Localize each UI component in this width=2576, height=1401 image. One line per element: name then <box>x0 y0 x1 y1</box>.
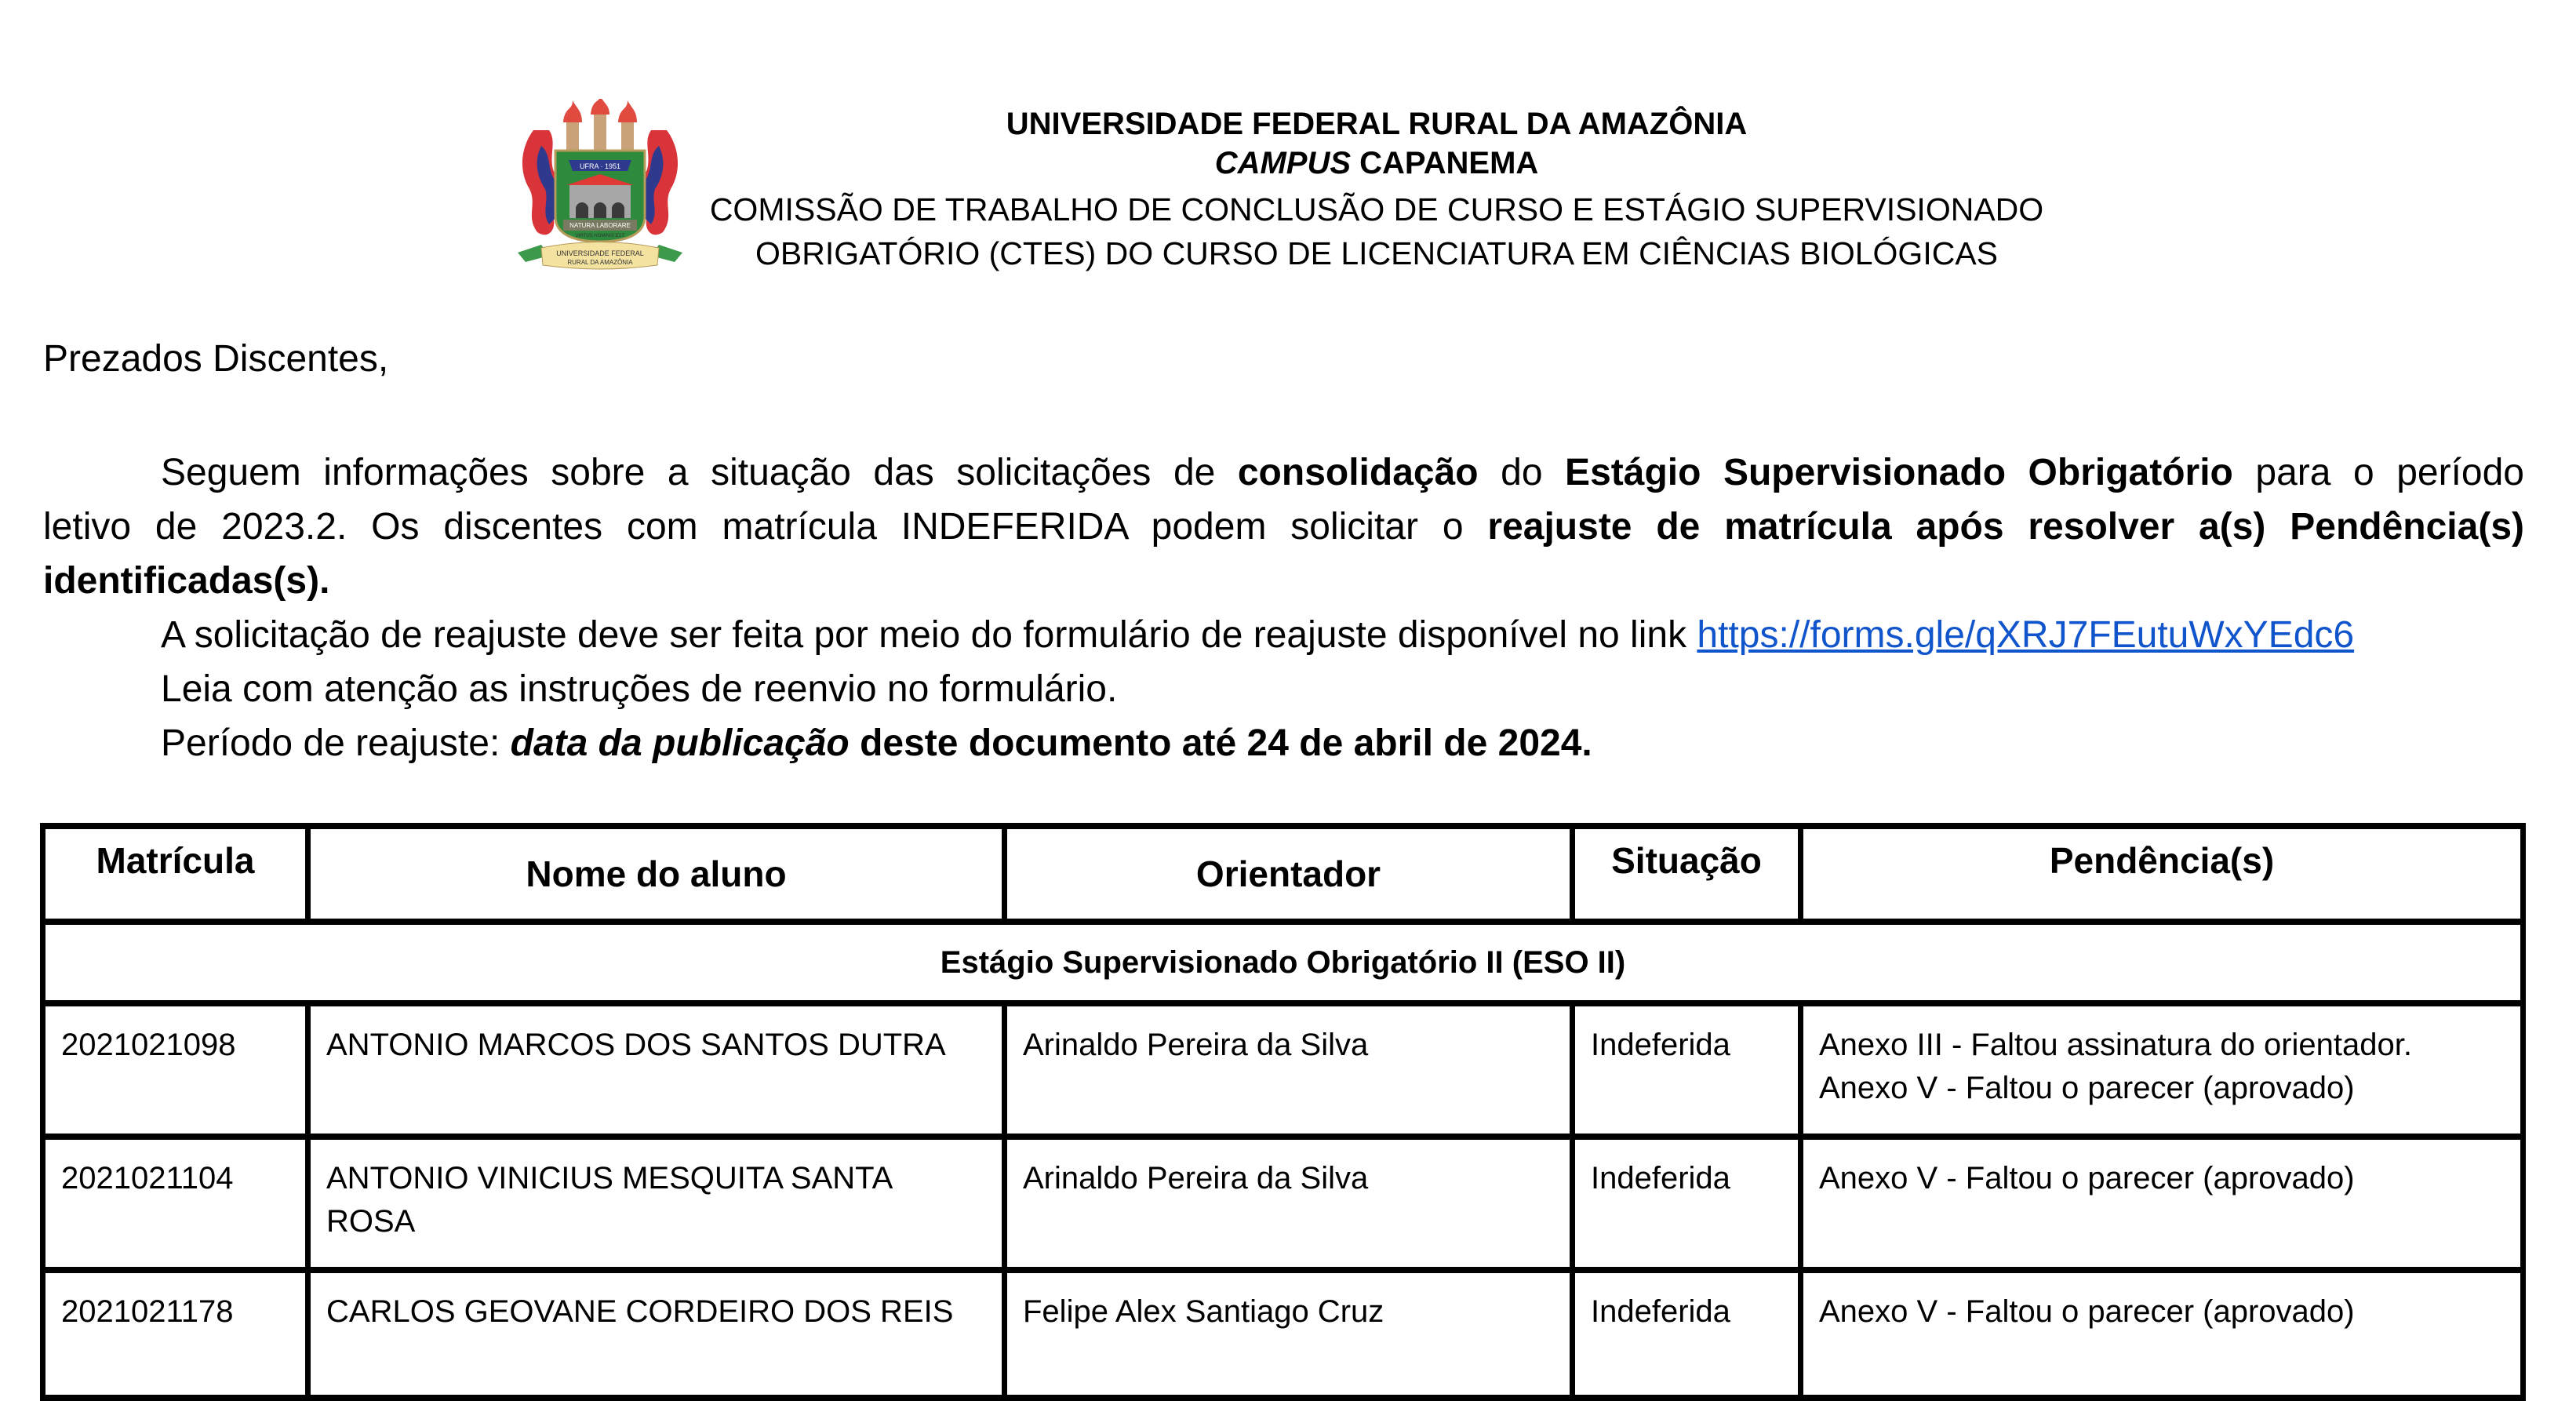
commission-line-1: COMISSÃO DE TRABALHO DE CONCLUSÃO DE CURSO E ESTÁGIO SUPERVISIONADO <box>709 191 2044 227</box>
text: A solicitação de reajuste deve ser feita por meio do formulário de reajuste disponível no link <box>161 614 1697 656</box>
cell-situacao: Indeferida <box>1573 1270 1801 1398</box>
text: letivo de 2023.2. Os discentes com matrícula INDEFERIDA podem solicitar o <box>43 506 1488 548</box>
pendencia-item: Anexo III - Faltou assinatura do orientador. <box>1819 1028 2412 1062</box>
column-header-matricula: Matrícula <box>43 826 308 922</box>
pendencia-item: Anexo V - Faltou o parecer (aprovado) <box>1819 1161 2355 1195</box>
text: Seguem informações sobre a situação das solicitações de <box>161 452 1238 493</box>
intro-line-1 <box>43 446 2524 500</box>
cell-situacao: Indeferida <box>1573 1137 1801 1270</box>
campus-prefix: CAMPUS <box>1214 146 1352 180</box>
form-link[interactable]: https://forms.gle/qXRJ7FEutuWxYEdc6 <box>1697 614 2355 656</box>
university-logo <box>518 99 682 273</box>
svg-text:NATURA LABORARE: NATURA LABORARE <box>569 222 631 229</box>
column-header-situacao: Situação <box>1573 826 1801 922</box>
cell-nome: CARLOS GEOVANE CORDEIRO DOS REIS <box>308 1270 1005 1398</box>
campus-name <box>675 144 2079 182</box>
column-header-pendencias: Pendência(s) <box>1801 826 2523 922</box>
svg-text:RURAL DA AMAZÔNIA: RURAL DA AMAZÔNIA <box>567 259 633 266</box>
cell-pendencias <box>1801 1137 2523 1270</box>
column-header-orientador: Orientador <box>1005 826 1573 922</box>
table-row <box>43 1270 2523 1398</box>
cell-matricula: 2021021098 <box>43 1003 308 1137</box>
column-header-nome: Nome do aluno <box>308 826 1005 922</box>
cell-situacao: Indeferida <box>1573 1003 1801 1137</box>
section-row <box>43 922 2523 1003</box>
cell-pendencias <box>1801 1003 2523 1137</box>
svg-text:UFRA · 1951: UFRA · 1951 <box>579 162 621 170</box>
greeting: Prezados Discentes, <box>43 338 389 380</box>
request-line <box>43 608 2524 662</box>
intro-paragraph <box>43 446 2524 770</box>
text-bold: deste documento até 24 de abril de 2024. <box>849 722 1592 764</box>
cell-nome: ANTONIO VINICIUS MESQUITA SANTA ROSA <box>308 1137 1005 1270</box>
cell-nome: ANTONIO MARCOS DOS SANTOS DUTRA <box>308 1003 1005 1137</box>
text-bold: consolidação <box>1237 452 1479 493</box>
commission-line-2: OBRIGATÓRIO (CTES) DO CURSO DE LICENCIATURA EM CIÊNCIAS BIOLÓGICAS <box>755 235 1999 271</box>
cell-matricula: 2021021104 <box>43 1137 308 1270</box>
cell-matricula: 2021021178 <box>43 1270 308 1398</box>
table-header-row <box>43 826 2523 922</box>
cell-orientador: Felipe Alex Santiago Cruz <box>1005 1270 1573 1398</box>
period-line <box>43 716 2524 770</box>
text-bold: Estágio Supervisionado Obrigatório <box>1565 452 2233 493</box>
text: do <box>1478 452 1566 493</box>
status-table <box>40 823 2526 1401</box>
university-name: UNIVERSIDADE FEDERAL RURAL DA AMAZÔNIA <box>1006 107 1748 141</box>
cell-pendencias <box>1801 1270 2523 1398</box>
text: Período de reajuste: <box>161 722 511 764</box>
pendencia-item: Anexo V - Faltou o parecer (aprovado) <box>1819 1294 2355 1329</box>
campus-label: CAPANEMA <box>1351 146 1539 180</box>
coat-of-arms-icon <box>518 99 682 273</box>
pendencia-item: Anexo V - Faltou o parecer (aprovado) <box>1819 1071 2355 1105</box>
text: para o período <box>2232 452 2524 493</box>
table-row <box>43 1003 2523 1137</box>
svg-text:VIRTUS HOMINIS EST: VIRTUS HOMINIS EST <box>575 234 625 238</box>
cell-orientador: Arinaldo Pereira da Silva <box>1005 1137 1573 1270</box>
intro-line-3 <box>43 554 2524 608</box>
text-bold-italic: data da publicação <box>510 722 850 764</box>
instructions-line: Leia com atenção as instruções de reenvio no formulário. <box>161 668 1118 710</box>
svg-text:UNIVERSIDADE FEDERAL: UNIVERSIDADE FEDERAL <box>556 249 644 257</box>
text-bold: reajuste de matrícula após resolver a(s) Pendência(s) <box>1487 506 2525 548</box>
table-row <box>43 1137 2523 1270</box>
section-title: Estágio Supervisionado Obrigatório II (ESO II) <box>43 922 2523 1003</box>
text-bold: identificadas(s). <box>43 560 330 602</box>
cell-orientador: Arinaldo Pereira da Silva <box>1005 1003 1573 1137</box>
intro-line-2 <box>43 500 2524 554</box>
